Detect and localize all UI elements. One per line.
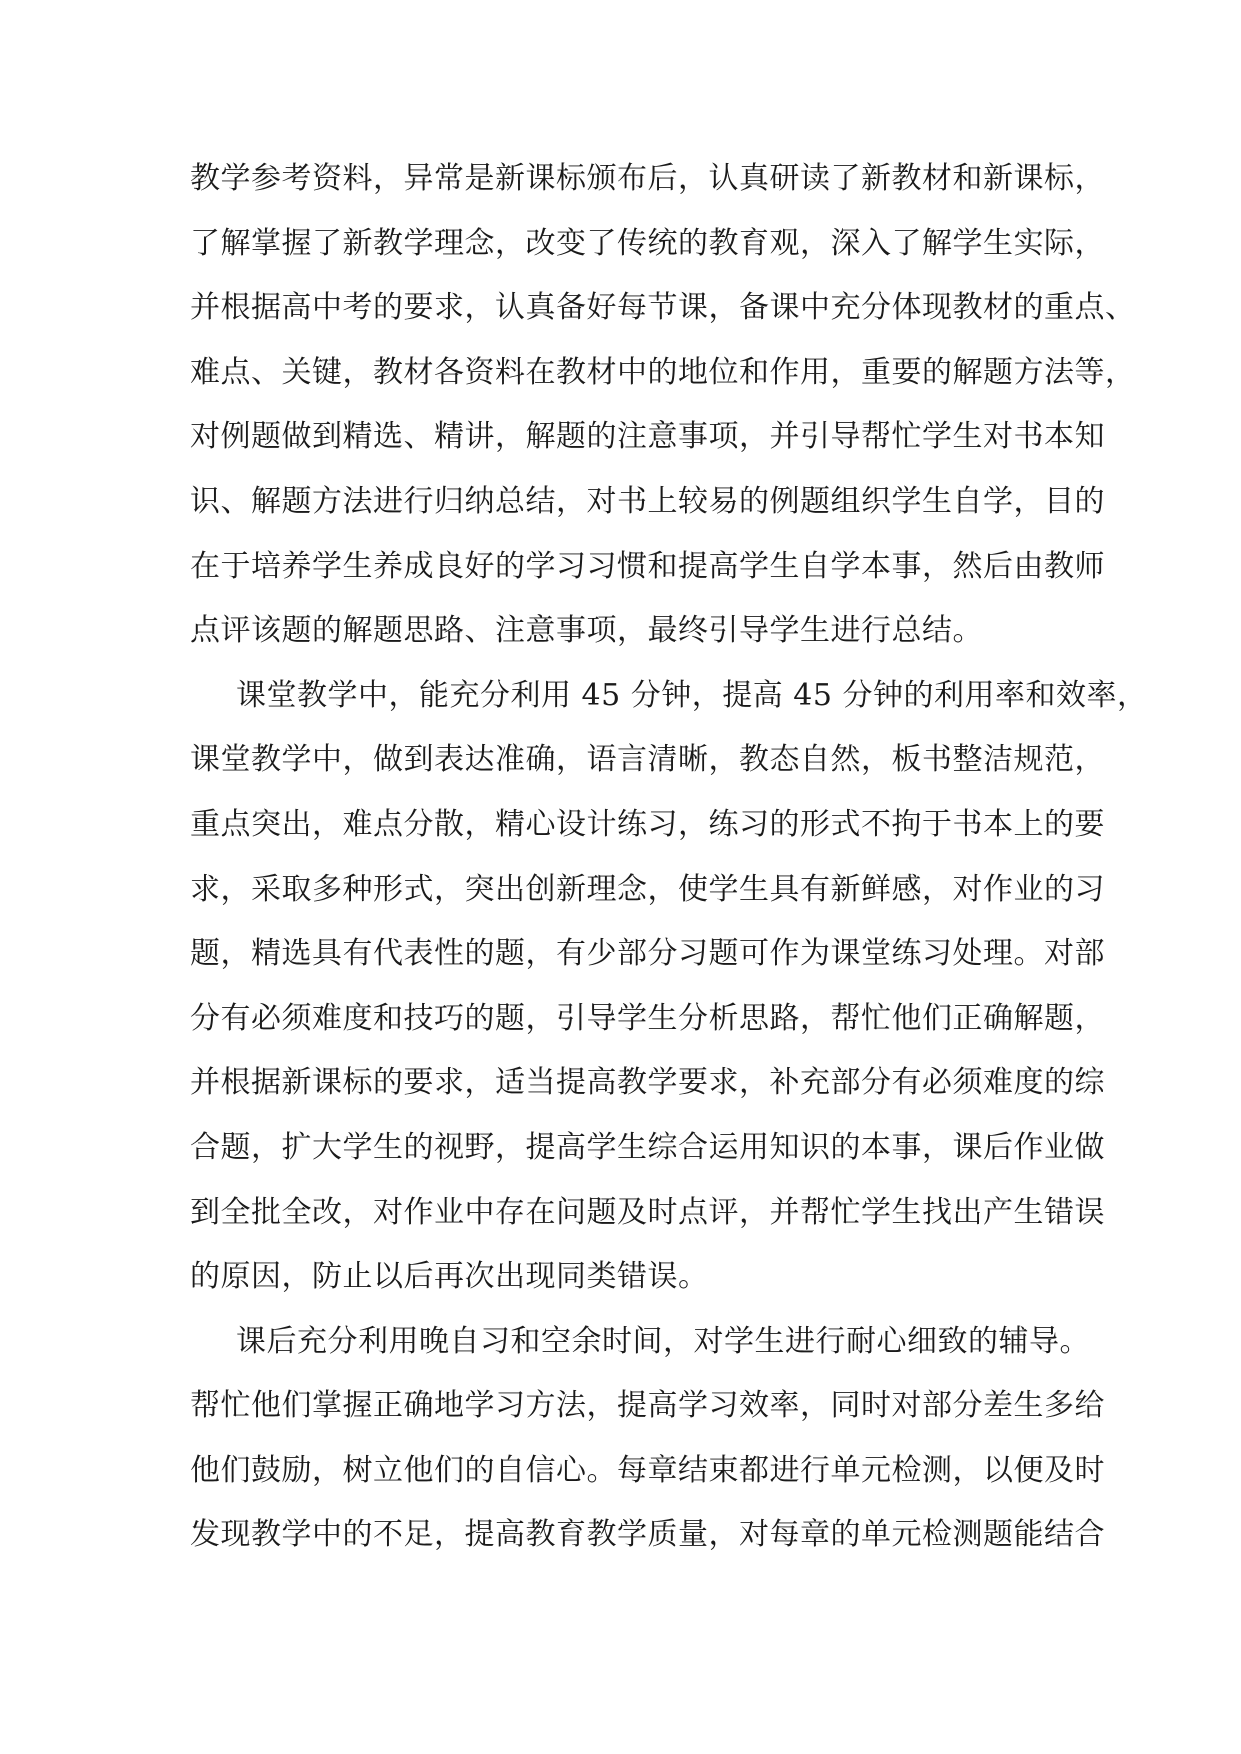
text-line: 合题，扩大学生的视野，提高学生综合运用知识的本事，课后作业做 bbox=[190, 1129, 1105, 1165]
text-line: 并根据高中考的要求，认真备好每节课，备课中充分体现教材的重点、 bbox=[190, 290, 1136, 326]
text-line: 他们鼓励，树立他们的自信心。每章结束都进行单元检测，以便及时 bbox=[190, 1452, 1105, 1488]
text-line: 课堂教学中，做到表达准确，语言清晰，教态自然，板书整洁规范， bbox=[190, 742, 1105, 778]
text-line: 难点、关键，教材各资料在教材中的地位和作用，重要的解题方法等， bbox=[190, 354, 1136, 390]
text-line: 识、解题方法进行归纳总结，对书上较易的例题组织学生自学，目的 bbox=[190, 483, 1105, 519]
paragraph-start-line: 课后充分利用晚自习和空余时间，对学生进行耐心细致的辅导。 bbox=[236, 1323, 1090, 1359]
text-line: 重点突出，难点分散，精心设计练习，练习的形式不拘于书本上的要 bbox=[190, 806, 1105, 842]
text-line: 点评该题的解题思路、注意事项，最终引导学生进行总结。 bbox=[190, 613, 983, 649]
text-line: 对例题做到精选、精讲，解题的注意事项，并引导帮忙学生对书本知 bbox=[190, 419, 1105, 455]
text-line: 帮忙他们掌握正确地学习方法，提高学习效率，同时对部分差生多给 bbox=[190, 1388, 1105, 1424]
text-line: 发现教学中的不足，提高教育教学质量，对每章的单元检测题能结合 bbox=[190, 1517, 1105, 1553]
paragraph-start-line: 课堂教学中，能充分利用 45 分钟，提高 45 分钟的利用率和效率， bbox=[236, 677, 1148, 713]
text-line: 教学参考资料，异常是新课标颁布后，认真研读了新教材和新课标， bbox=[190, 161, 1105, 196]
text-line: 题，精选具有代表性的题，有少部分习题可作为课堂练习处理。对部 bbox=[190, 936, 1105, 972]
text-line: 的原因，防止以后再次出现同类错误。 bbox=[190, 1259, 709, 1295]
text-line: 并根据新课标的要求，适当提高教学要求，补充部分有必须难度的综 bbox=[190, 1065, 1105, 1101]
text-line: 求，采取多种形式，突出创新理念，使学生具有新鲜感，对作业的习 bbox=[190, 871, 1105, 907]
body-text bbox=[190, 147, 1148, 1568]
text-line: 在于培养学生养成良好的学习习惯和提高学生自学本事，然后由教师 bbox=[190, 548, 1105, 584]
text-line: 分有必须难度和技巧的题，引导学生分析思路，帮忙他们正确解题， bbox=[190, 1000, 1105, 1036]
text-line: 到全批全改，对作业中存在问题及时点评，并帮忙学生找出产生错误 bbox=[190, 1194, 1105, 1230]
text-line: 了解掌握了新教学理念，改变了传统的教育观，深入了解学生实际， bbox=[190, 225, 1105, 261]
